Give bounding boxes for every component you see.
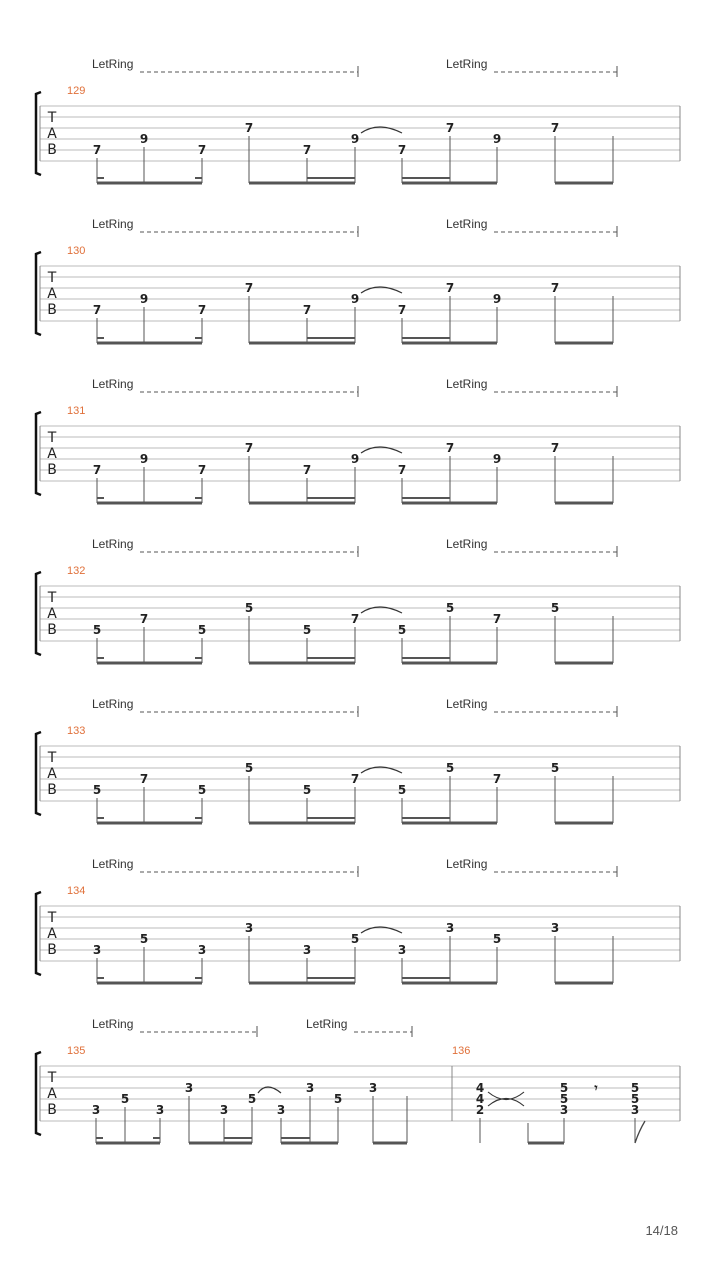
measure-number: 135 — [67, 1045, 86, 1057]
note-flag — [635, 1121, 645, 1143]
fret-number: 7 — [244, 441, 254, 455]
fret-number: 7 — [302, 143, 312, 157]
fret-number: 9 — [492, 132, 502, 146]
tab-clef-letter: B — [47, 622, 57, 638]
tab-clef-letter: T — [47, 430, 57, 446]
fret-number: 3 — [630, 1103, 640, 1117]
fret-number: 4 — [475, 1081, 485, 1095]
let-ring-label: LetRing — [92, 537, 134, 551]
fret-number: 5 — [197, 623, 207, 637]
fret-number: 3 — [445, 921, 455, 935]
let-ring-label: LetRing — [446, 697, 488, 711]
fret-number: 5 — [550, 601, 560, 615]
let-ring-label: LetRing — [446, 857, 488, 871]
let-ring-label: LetRing — [92, 1017, 134, 1031]
fret-number: 4 — [475, 1092, 485, 1106]
fret-number: 7 — [197, 303, 207, 317]
fret-number: 7 — [445, 441, 455, 455]
fret-number: 7 — [139, 772, 149, 786]
fret-number: 5 — [302, 783, 312, 797]
let-ring-label: LetRing — [92, 857, 134, 871]
let-ring-label: LetRing — [306, 1017, 348, 1031]
tab-clef-letter: B — [47, 942, 57, 958]
tab-clef-letter: A — [47, 286, 57, 302]
fret-number: 5 — [302, 623, 312, 637]
fret-number: 7 — [492, 612, 502, 626]
fret-number: 7 — [302, 463, 312, 477]
fret-number: 9 — [350, 292, 360, 306]
let-ring-label: LetRing — [446, 537, 488, 551]
fret-number: 3 — [276, 1103, 286, 1117]
fret-number: 7 — [397, 143, 407, 157]
tab-clef-letter: A — [47, 446, 57, 462]
fret-number: 9 — [139, 292, 149, 306]
fret-number: 3 — [92, 943, 102, 957]
fret-number: 5 — [550, 761, 560, 775]
fret-number: 7 — [139, 612, 149, 626]
fret-number: 5 — [445, 761, 455, 775]
eighth-rest: 𝄾 — [594, 1081, 598, 1095]
tab-clef-letter: T — [47, 270, 57, 286]
measure-number: 129 — [67, 85, 86, 97]
fret-number: 3 — [184, 1081, 194, 1095]
fret-number: 7 — [302, 303, 312, 317]
fret-number: 7 — [197, 143, 207, 157]
fret-number: 7 — [197, 463, 207, 477]
let-ring-label: LetRing — [92, 377, 134, 391]
fret-number: 5 — [559, 1092, 569, 1106]
tab-clef-letter: A — [47, 926, 57, 942]
measure-number: 136 — [452, 1045, 471, 1057]
fret-number: 5 — [244, 761, 254, 775]
tab-clef-letter: T — [47, 1070, 57, 1086]
fret-number: 9 — [492, 452, 502, 466]
measure-number: 130 — [67, 245, 86, 257]
tab-clef-letter: A — [47, 1086, 57, 1102]
fret-number: 2 — [475, 1103, 485, 1117]
fret-number: 7 — [550, 121, 560, 135]
measure-number: 132 — [67, 565, 86, 577]
fret-number: 5 — [397, 783, 407, 797]
fret-number: 5 — [120, 1092, 130, 1106]
fret-number: 7 — [397, 303, 407, 317]
tab-clef-letter: B — [47, 302, 57, 318]
fret-number: 3 — [368, 1081, 378, 1095]
fret-number: 3 — [397, 943, 407, 957]
let-ring-label: LetRing — [92, 217, 134, 231]
measure-number: 134 — [67, 885, 86, 897]
fret-number: 5 — [247, 1092, 257, 1106]
fret-number: 3 — [550, 921, 560, 935]
fret-number: 9 — [139, 132, 149, 146]
let-ring-label: LetRing — [446, 217, 488, 231]
fret-number: 5 — [244, 601, 254, 615]
fret-number: 5 — [397, 623, 407, 637]
fret-number: 7 — [550, 441, 560, 455]
page-number: 14/18 — [645, 1223, 678, 1238]
fret-number: 9 — [350, 452, 360, 466]
fret-number: 7 — [350, 772, 360, 786]
fret-number: 5 — [492, 932, 502, 946]
fret-number: 5 — [559, 1081, 569, 1095]
fret-number: 5 — [350, 932, 360, 946]
fret-number: 5 — [197, 783, 207, 797]
tab-clef-letter: B — [47, 142, 57, 158]
let-ring-label: LetRing — [446, 57, 488, 71]
fret-number: 3 — [305, 1081, 315, 1095]
fret-number: 3 — [244, 921, 254, 935]
fret-number: 7 — [445, 121, 455, 135]
fret-number: 7 — [350, 612, 360, 626]
fret-number: 3 — [302, 943, 312, 957]
let-ring-label: LetRing — [92, 697, 134, 711]
fret-number: 7 — [92, 143, 102, 157]
fret-number: 7 — [492, 772, 502, 786]
fret-number: 7 — [244, 121, 254, 135]
tab-clef-letter: B — [47, 782, 57, 798]
fret-number: 7 — [397, 463, 407, 477]
let-ring-label: LetRing — [92, 57, 134, 71]
fret-number: 7 — [550, 281, 560, 295]
fret-number: 3 — [559, 1103, 569, 1117]
tab-clef-letter: T — [47, 110, 57, 126]
measure-number: 131 — [67, 405, 86, 417]
fret-number: 3 — [155, 1103, 165, 1117]
tab-clef-letter: A — [47, 766, 57, 782]
fret-number: 7 — [445, 281, 455, 295]
fret-number: 9 — [492, 292, 502, 306]
fret-number: 3 — [91, 1103, 101, 1117]
tab-clef-letter: B — [47, 1102, 57, 1118]
fret-number: 7 — [92, 303, 102, 317]
tab-clef-letter: T — [47, 590, 57, 606]
fret-number: 7 — [244, 281, 254, 295]
fret-number: 9 — [350, 132, 360, 146]
fret-number: 9 — [139, 452, 149, 466]
fret-number: 5 — [92, 623, 102, 637]
fret-number: 5 — [333, 1092, 343, 1106]
measure-number: 133 — [67, 725, 86, 737]
tab-clef-letter: T — [47, 750, 57, 766]
fret-number: 5 — [445, 601, 455, 615]
fret-number: 5 — [630, 1081, 640, 1095]
tab-clef-letter: B — [47, 462, 57, 478]
fret-number: 5 — [92, 783, 102, 797]
fret-number: 3 — [197, 943, 207, 957]
tab-clef-letter: A — [47, 606, 57, 622]
tab-clef-letter: T — [47, 910, 57, 926]
tab-clef-letter: A — [47, 126, 57, 142]
fret-number: 3 — [219, 1103, 229, 1117]
let-ring-label: LetRing — [446, 377, 488, 391]
fret-number: 7 — [92, 463, 102, 477]
fret-number: 5 — [139, 932, 149, 946]
fret-number: 5 — [630, 1092, 640, 1106]
